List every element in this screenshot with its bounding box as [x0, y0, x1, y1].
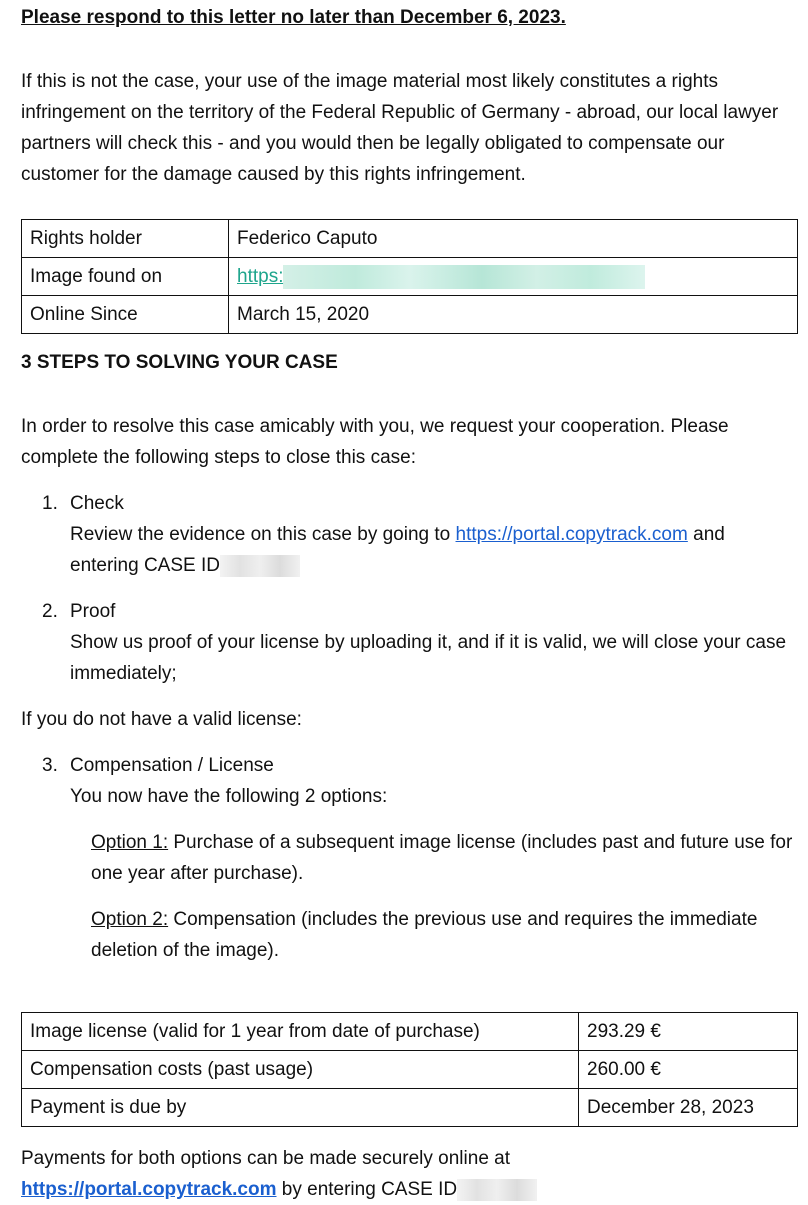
step-title: Proof: [70, 601, 116, 622]
option-text: Compensation (includes the previous use and requires the immediate deletion of the image).: [91, 909, 758, 961]
image-found-label: Image found on: [22, 258, 229, 296]
table-row: [22, 296, 798, 334]
rights-holder-label: Rights holder: [22, 220, 229, 258]
step-description: Show us proof of your license by uploading it, and if it is valid, we will close your case immediately;: [70, 632, 787, 684]
table-row: [22, 220, 798, 258]
step-check: [21, 488, 797, 581]
compensation-label: Compensation costs (past usage): [22, 1051, 579, 1089]
due-label: Payment is due by: [22, 1089, 579, 1127]
due-date: December 28, 2023: [579, 1089, 798, 1127]
compensation-price: 260.00 €: [579, 1051, 798, 1089]
option-label: Option 1:: [91, 832, 169, 853]
step-description: You now have the following 2 options:: [70, 786, 388, 807]
portal-link[interactable]: https://portal.copytrack.com: [455, 524, 688, 545]
license-label: Image license (valid for 1 year from date of purchase): [22, 1013, 579, 1051]
case-info-table: [21, 219, 798, 334]
option-1: [21, 827, 797, 889]
redacted-url: [283, 265, 645, 289]
redacted-case-id: [457, 1179, 537, 1201]
option-text: Purchase of a subsequent image license (includes past and future use for one year after purchase).: [91, 832, 793, 884]
image-found-cell: [229, 258, 798, 296]
no-license-text: If you do not have a valid license:: [21, 709, 302, 730]
step-proof: [21, 596, 797, 689]
table-row: [22, 1089, 798, 1127]
intro-paragraph: In order to resolve this case amicably with you, we request your cooperation. Please complete the following steps to close this case:: [21, 416, 729, 468]
footer-line-2: [21, 1174, 797, 1205]
letter-page: [0, 2, 808, 1205]
step-text: and entering CASE ID: [70, 524, 725, 576]
step-compensation: [21, 750, 797, 812]
step-number: 2.: [42, 601, 58, 622]
image-found-link[interactable]: https:: [237, 266, 284, 287]
payment-footer: [21, 1143, 797, 1205]
response-deadline: Please respond to this letter no later than December 6, 2023.: [21, 7, 566, 28]
step-title: Compensation / License: [70, 755, 274, 776]
steps-heading: 3 STEPS TO SOLVING YOUR CASE: [21, 352, 338, 373]
price-table: [21, 1012, 798, 1127]
footer-line: Payments for both options can be made securely online at: [21, 1148, 511, 1169]
option-label: Option 2:: [91, 909, 169, 930]
footer-text: by entering CASE ID: [276, 1179, 458, 1200]
redacted-case-id: [220, 555, 300, 577]
step-text: Review the evidence on this case by going to: [70, 524, 456, 545]
online-since-value: March 15, 2020: [229, 296, 798, 334]
license-price: 293.29 €: [579, 1013, 798, 1051]
table-row: [22, 1013, 798, 1051]
step-number: 1.: [42, 493, 58, 514]
table-row: [22, 1051, 798, 1089]
option-2: [21, 904, 797, 966]
step-number: 3.: [42, 755, 58, 776]
step-description: [70, 519, 797, 581]
rights-holder-value: Federico Caputo: [229, 220, 798, 258]
step-title: Check: [70, 493, 124, 514]
online-since-label: Online Since: [22, 296, 229, 334]
table-row: [22, 258, 798, 296]
infringement-paragraph: If this is not the case, your use of the image material most likely constitutes a rights infringement on the territory of the Federal Republic of Germany - abroad, our local lawyer partners will check this - and you would then be legally obligated to compensate our customer for the damage caused by this rights infringement.: [21, 71, 779, 185]
footer-portal-link[interactable]: https://portal.copytrack.com: [21, 1179, 277, 1200]
